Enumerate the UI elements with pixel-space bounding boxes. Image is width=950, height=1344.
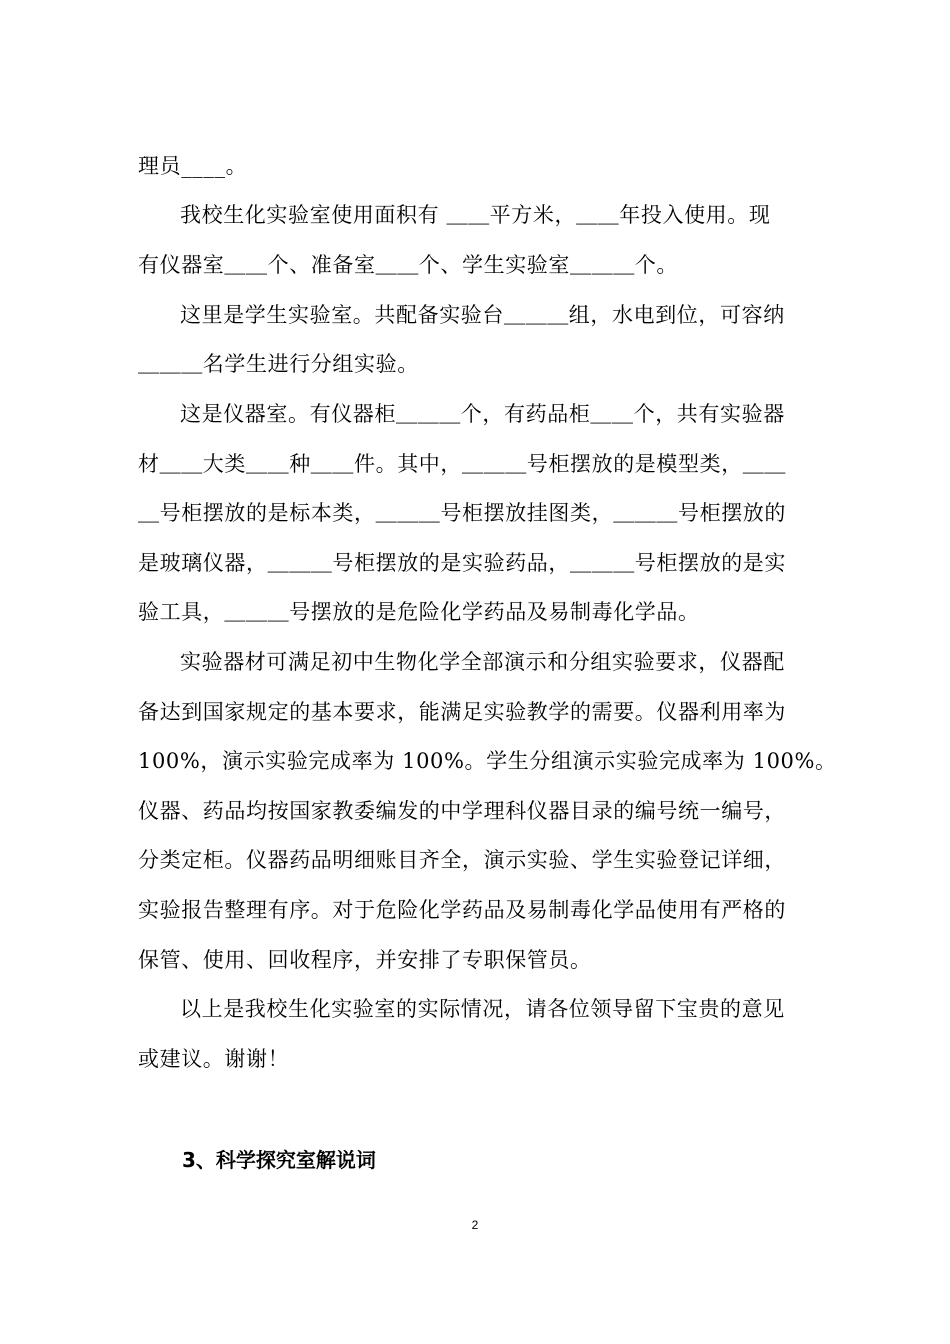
text-line: 理员____。 bbox=[138, 154, 248, 178]
section-heading: 3、科学探究室解说词 bbox=[182, 1148, 376, 1172]
paragraph-line: ＿号柜摆放的是标本类，＿＿＿号柜摆放挂图类，＿＿＿号柜摆放的 bbox=[138, 501, 786, 525]
paragraph-line: 实验器材可满足初中生物化学全部演示和分组实验要求，仪器配 bbox=[180, 650, 785, 674]
paragraph-line: 有仪器室＿＿个、准备室＿＿个、学生实验室＿＿＿个。 bbox=[138, 253, 678, 277]
paragraph-line: 保管、使用、回收程序，并安排了专职保管员。 bbox=[138, 948, 592, 972]
paragraph-line: 验工具，＿＿＿号摆放的是危险化学药品及易制毒化学品。 bbox=[138, 600, 700, 624]
paragraph-line: 我校生化实验室使用面积有 ＿＿平方米，＿＿年投入使用。现 bbox=[180, 203, 771, 227]
paragraph-line: 备达到国家规定的基本要求，能满足实验教学的需要。仪器利用率为 bbox=[138, 700, 786, 724]
paragraph-line: 或建议。谢谢！ bbox=[138, 1047, 290, 1071]
paragraph-line: 分类定柜。仪器药品明细账目齐全，演示实验、学生实验登记详细， bbox=[138, 848, 786, 872]
paragraph-line: ＿＿＿名学生进行分组实验。 bbox=[138, 352, 419, 376]
page-number: 2 bbox=[471, 1218, 479, 1232]
paragraph-line: 材＿＿大类＿＿种＿＿件。其中，＿＿＿号柜摆放的是模型类，＿＿ bbox=[138, 452, 786, 476]
paragraph-line: 这是仪器室。有仪器柜＿＿＿个，有药品柜＿＿个，共有实验器 bbox=[180, 402, 785, 426]
paragraph-line: 100%，演示实验完成率为 100%。学生分组演示实验完成率为 100%。 bbox=[138, 749, 837, 773]
paragraph-line: 实验报告整理有序。对于危险化学药品及易制毒化学品使用有严格的 bbox=[138, 898, 786, 922]
paragraph-line: 是玻璃仪器，＿＿＿号柜摆放的是实验药品，＿＿＿号柜摆放的是实 bbox=[138, 551, 786, 575]
paragraph-line: 以上是我校生化实验室的实际情况，请各位领导留下宝贵的意见 bbox=[180, 997, 785, 1021]
paragraph-line: 仪器、药品均按国家教委编发的中学理科仪器目录的编号统一编号， bbox=[138, 799, 786, 823]
paragraph-line: 这里是学生实验室。共配备实验台＿＿＿组，水电到位，可容纳 bbox=[180, 303, 785, 327]
